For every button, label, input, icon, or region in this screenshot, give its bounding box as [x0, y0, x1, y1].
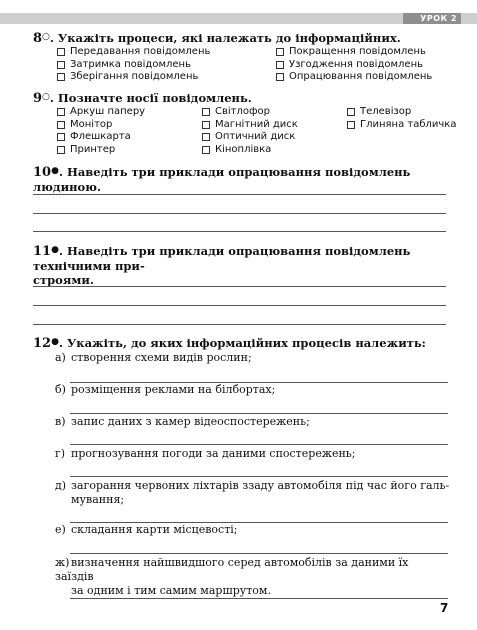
- option-label: Флешкарта: [70, 131, 131, 143]
- checkbox[interactable]: [57, 108, 65, 116]
- subitem-text: складання карти місцевості;: [71, 523, 238, 536]
- subitem-text-cont: за одним і тим самим маршрутом.: [71, 584, 271, 597]
- option[interactable]: [57, 106, 145, 119]
- question-8: [33, 30, 448, 46]
- option-label: Затримка повідомлень: [70, 58, 191, 70]
- subitem-text: визначення найшвидшого серед автомобілів за даними їх заїздів: [55, 556, 409, 583]
- circle-icon: ○: [42, 92, 50, 102]
- subitem-letter: ж): [55, 556, 70, 569]
- q8-options-col2: [276, 46, 432, 84]
- question-12: [33, 335, 448, 351]
- option[interactable]: [57, 131, 145, 144]
- answer-line[interactable]: [70, 598, 448, 599]
- option-label: Покращення повідомлень: [289, 46, 426, 57]
- option-label: Зберігання повідомлень: [70, 71, 199, 83]
- answer-line[interactable]: [33, 231, 446, 232]
- checkbox[interactable]: [347, 121, 355, 129]
- answer-line[interactable]: [70, 476, 448, 477]
- subitem-d: [55, 447, 450, 461]
- option[interactable]: [202, 144, 298, 157]
- subitem-f: [55, 523, 450, 537]
- option[interactable]: [202, 119, 298, 132]
- option-label: Телевізор: [360, 106, 412, 117]
- question-text: . Укажіть процеси, які належать до інформаційних.: [49, 31, 401, 45]
- subitem-letter: а): [55, 351, 66, 364]
- option[interactable]: [57, 144, 145, 157]
- question-number: 10: [33, 165, 52, 180]
- question-number: 12: [33, 336, 52, 351]
- checkbox[interactable]: [276, 48, 284, 56]
- option-label: Узгодження повідомлень: [289, 58, 424, 70]
- subitem-letter: д): [55, 479, 67, 492]
- subitem-text: розміщення реклами на білбортах;: [71, 383, 276, 396]
- checkbox[interactable]: [276, 73, 284, 81]
- option[interactable]: [276, 59, 432, 72]
- checkbox[interactable]: [202, 133, 210, 141]
- subitem-text: прогнозування погоди за даними спостережень;: [71, 447, 356, 460]
- option[interactable]: [347, 106, 456, 119]
- answer-line[interactable]: [33, 286, 446, 287]
- answer-line[interactable]: [33, 305, 446, 306]
- page-header: [0, 13, 477, 24]
- question-text: . Наведіть три приклади опрацювання повідомлень технічними при-: [33, 244, 411, 273]
- option-label: Принтер: [70, 143, 116, 155]
- checkbox[interactable]: [202, 108, 210, 116]
- answer-line[interactable]: [70, 553, 448, 554]
- option[interactable]: [276, 71, 432, 84]
- dot-icon: ●: [51, 166, 59, 176]
- subitem-letter: е): [55, 523, 66, 536]
- option-label: Монітор: [70, 118, 113, 130]
- option[interactable]: [57, 119, 145, 132]
- checkbox[interactable]: [202, 146, 210, 154]
- option-label: Магнітний диск: [215, 118, 298, 130]
- checkbox[interactable]: [276, 61, 284, 69]
- option-label: Опрацювання повідомлень: [289, 71, 433, 83]
- question-number: 8: [33, 31, 43, 46]
- answer-line[interactable]: [33, 194, 446, 195]
- option-label: Світлофор: [215, 106, 271, 117]
- subitem-c: [55, 415, 450, 429]
- page-number: 7: [440, 601, 449, 615]
- checkbox[interactable]: [347, 108, 355, 116]
- answer-line[interactable]: [70, 444, 448, 445]
- question-text: . Наведіть три приклади опрацювання повідомлень людиною.: [33, 165, 411, 194]
- checkbox[interactable]: [57, 133, 65, 141]
- question-number: 9: [33, 91, 43, 106]
- subitem-letter: б): [55, 383, 66, 396]
- lesson-label: УРОК 2: [420, 14, 457, 23]
- circle-icon: ○: [42, 32, 50, 42]
- subitem-e: [55, 479, 450, 507]
- checkbox[interactable]: [202, 121, 210, 129]
- subitem-letter: г): [55, 447, 66, 460]
- subitem-letter: в): [55, 415, 66, 428]
- option[interactable]: [57, 59, 210, 72]
- subitem-b: [55, 383, 450, 397]
- q9-options-col3: [347, 106, 456, 131]
- subitem-text: запис даних з камер відеоспостережень;: [71, 415, 310, 428]
- option[interactable]: [202, 106, 298, 119]
- option[interactable]: [202, 131, 298, 144]
- subitem-a: [55, 351, 450, 365]
- option[interactable]: [347, 119, 456, 132]
- checkbox[interactable]: [57, 121, 65, 129]
- option[interactable]: [57, 46, 210, 59]
- question-text: . Позначте носії повідомлень.: [49, 91, 252, 105]
- answer-line[interactable]: [33, 324, 446, 325]
- dot-icon: ●: [51, 337, 59, 347]
- option-label: Передавання повідомлень: [70, 46, 211, 57]
- checkbox[interactable]: [57, 48, 65, 56]
- question-text-cont: строями.: [33, 273, 94, 287]
- subitem-text: створення схеми видів рослин;: [71, 351, 252, 364]
- option[interactable]: [276, 46, 432, 59]
- question-9: [33, 90, 448, 106]
- question-number: 11: [33, 244, 52, 259]
- answer-line[interactable]: [33, 213, 446, 214]
- subitem-text-cont: мування;: [71, 493, 125, 506]
- checkbox[interactable]: [57, 146, 65, 154]
- question-text: . Укажіть, до яких інформаційних процесів належить:: [58, 336, 426, 350]
- option-label: Аркуш паперу: [70, 106, 146, 117]
- q9-options-col1: [57, 106, 145, 156]
- question-10: [33, 164, 448, 194]
- subitem-g: [55, 556, 450, 598]
- question-11: [33, 243, 448, 287]
- option-label: Кіноплівка: [215, 143, 272, 155]
- subitem-text: загорання червоних ліхтарів ззаду автомобіля під час його галь-: [71, 479, 450, 492]
- dot-icon: ●: [51, 245, 59, 255]
- checkbox[interactable]: [57, 61, 65, 69]
- q9-options-col2: [202, 106, 298, 156]
- q8-options-col1: [57, 46, 210, 84]
- option[interactable]: [57, 71, 210, 84]
- option-label: Оптичний диск: [215, 131, 296, 143]
- checkbox[interactable]: [57, 73, 65, 81]
- option-label: Глиняна табличка: [360, 118, 457, 130]
- answer-line[interactable]: [70, 413, 448, 414]
